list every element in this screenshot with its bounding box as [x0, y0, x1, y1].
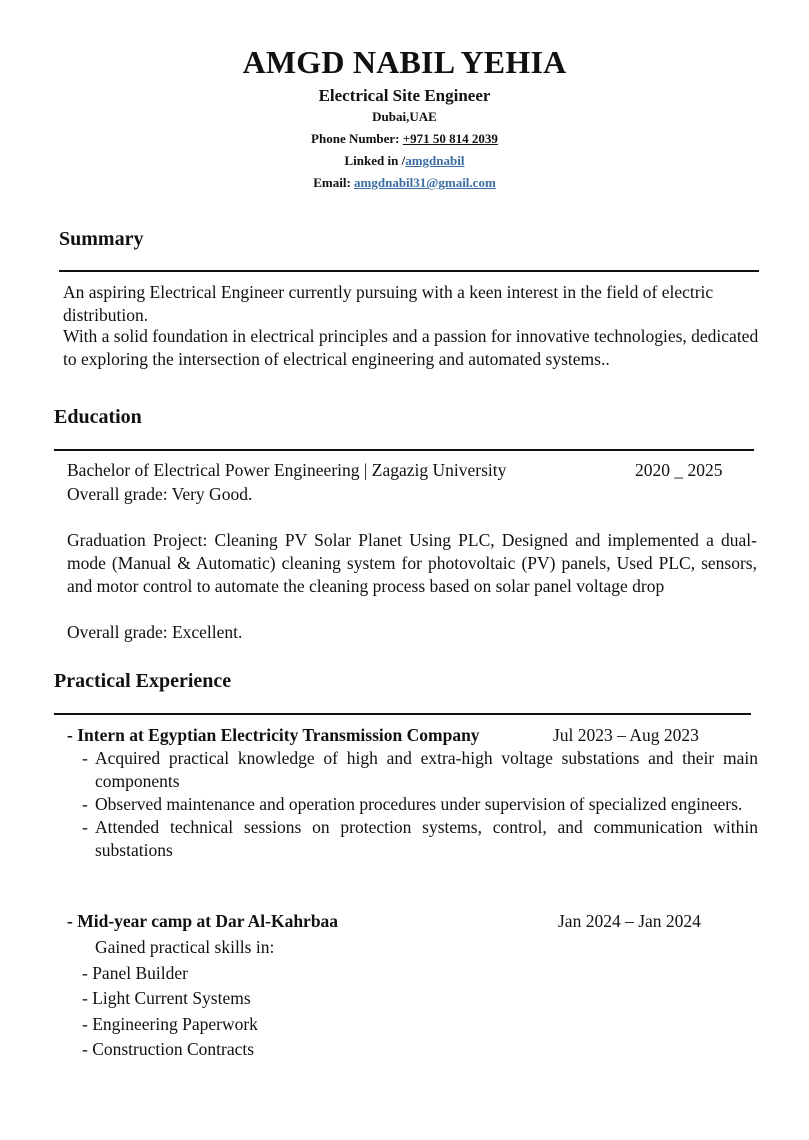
job-dates-1: Jul 2023 – Aug 2023 [553, 725, 699, 745]
linkedin-line [0, 153, 809, 169]
list-item: - Attended technical sessions on protection systems, control, and communication within substations [82, 817, 758, 860]
bullet-text: Observed maintenance and operation procedures under supervision of specialized engineers. [95, 794, 743, 814]
linkedin-label: Linked in / [344, 153, 406, 168]
email-label: Email: [313, 175, 355, 190]
education-divider [54, 449, 754, 451]
job-title-2: - Mid-year camp at Dar Al-Kahrbaa [67, 911, 339, 931]
list-item: - Acquired practical knowledge of high and extra-high voltage substations and their main components [82, 748, 758, 791]
list-item: - Light Current Systems [82, 988, 251, 1008]
phone-label: Phone Number: [311, 131, 403, 146]
experience-divider [54, 713, 751, 715]
list-item: - Panel Builder [82, 963, 188, 983]
phone-line [0, 131, 809, 147]
bullet-text: Engineering Paperwork [92, 1014, 258, 1034]
list-item: - Observed maintenance and operation procedures under supervision of specialized engineers. [82, 794, 743, 814]
job-title-1: - Intern at Egyptian Electricity Transmission Company [67, 725, 480, 745]
education-heading: Education [54, 406, 142, 428]
education-grade: Overall grade: Very Good. [67, 484, 253, 504]
project-grade: Overall grade: Excellent. [67, 622, 243, 642]
bullet-text: Light Current Systems [92, 988, 251, 1008]
bullet-text: Attended technical sessions on protection systems, control, and communication within substations [95, 817, 758, 860]
experience-heading: Practical Experience [54, 670, 232, 692]
bullet-text: Acquired practical knowledge of high and extra-high voltage substations and their main components [95, 748, 758, 791]
list-item: - Construction Contracts [82, 1039, 255, 1059]
education-dates: 2020 _ 2025 [635, 460, 723, 480]
phone-number: +971 50 814 2039 [402, 131, 498, 146]
graduation-project: Graduation Project: Cleaning PV Solar Planet Using PLC, Designed and implemented a dual-mode (Manual & Automatic) cleaning system for photovoltaic (PV) panels, Used PLC, sensors, and motor control to automate the cleaning process based on solar panel voltage drop [67, 530, 757, 596]
degree: Bachelor of Electrical Power Engineering | Zagazig University [67, 460, 507, 480]
bullet-text: Construction Contracts [92, 1039, 255, 1059]
linkedin-link[interactable]: amgdnabil [405, 153, 465, 168]
job-1-bullet-list [82, 747, 758, 862]
email-link[interactable]: amgdnabil31@gmail.com [354, 175, 496, 190]
summary-heading: Summary [59, 228, 144, 250]
job-dates-2: Jan 2024 – Jan 2024 [558, 911, 701, 931]
email-line [0, 175, 809, 191]
summary-paragraph-2: With a solid foundation in electrical principles and a passion for innovative technologies, dedicated to exploring the intersection of electrical engineering and automated systems.. [63, 326, 759, 369]
bullet-text: Panel Builder [92, 963, 188, 983]
candidate-name: AMGD NABIL YEHIA [242, 44, 567, 80]
job-2-intro: Gained practical skills in: [95, 937, 275, 957]
job-title: Electrical Site Engineer [318, 86, 491, 105]
summary-paragraph-1: An aspiring Electrical Engineer currently pursuing with a keen interest in the field of electric distribution. [63, 282, 714, 325]
summary-divider [59, 270, 759, 272]
list-item: - Engineering Paperwork [82, 1014, 258, 1034]
location: Dubai,UAE [372, 109, 437, 124]
